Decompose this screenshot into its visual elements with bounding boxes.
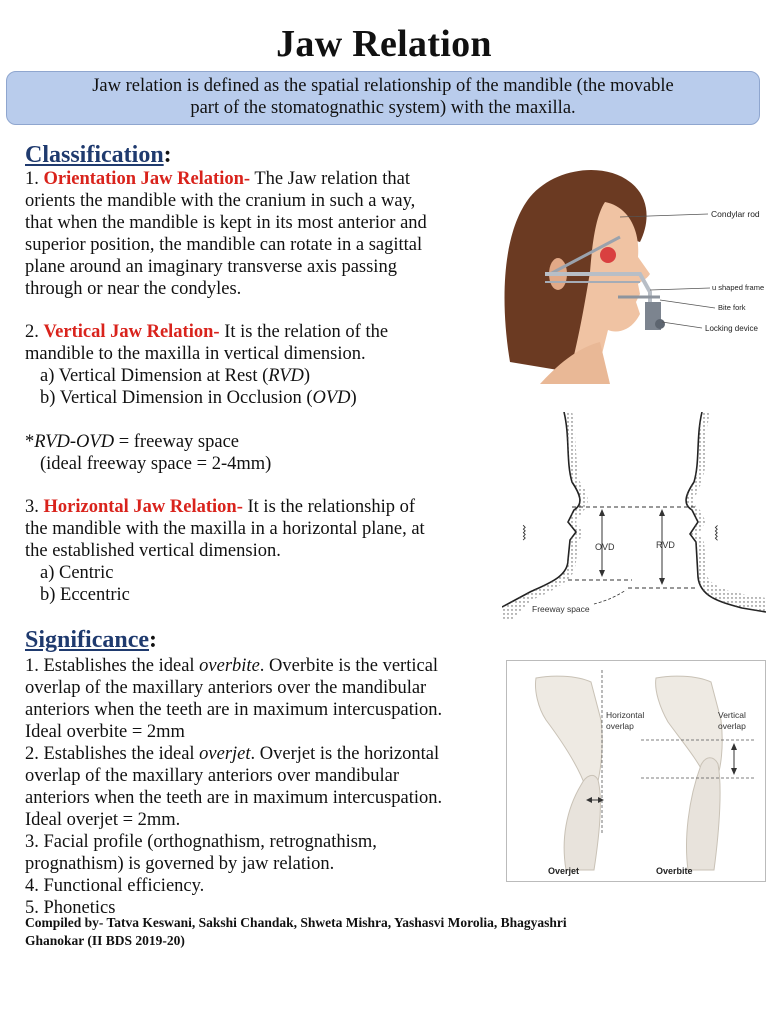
text-line: orients the mandible with the cranium in such a way, xyxy=(25,191,416,211)
formula-line xyxy=(25,431,388,453)
text-line: . Overjet is the horizontal xyxy=(250,744,440,764)
text-line: The Jaw relation that xyxy=(250,169,411,189)
rvd-label: RVD xyxy=(656,540,675,550)
freeway-label: Freeway space xyxy=(532,604,590,614)
text-line: 5. Phonetics xyxy=(25,898,116,918)
classification-heading-text: Classification xyxy=(25,142,164,168)
item-number: 3. xyxy=(25,497,44,517)
heading-colon: : xyxy=(163,142,172,168)
orientation-label: Orientation Jaw Relation- xyxy=(43,169,251,189)
overjet-term: overjet xyxy=(199,744,251,764)
significance-heading xyxy=(25,627,157,654)
paren: ) xyxy=(350,388,357,408)
ovd-abbr: OVD xyxy=(312,388,351,408)
page-title: Jaw Relation xyxy=(276,23,492,65)
text-line: 3. Facial profile (orthognathism, retrognathism, xyxy=(25,832,377,852)
text-line: the mandible with the maxilla in a horizontal plane, at xyxy=(25,519,425,539)
text-line: 1. Establishes the ideal xyxy=(25,656,200,676)
vertical-label: Vertical Jaw Relation- xyxy=(43,322,220,342)
sub-item-ovd xyxy=(25,387,388,409)
asterisk: * xyxy=(25,432,35,452)
horizontal-label-2: overlap xyxy=(606,721,634,731)
sub-item-text: a) Vertical Dimension at Rest ( xyxy=(40,366,269,386)
definition-box xyxy=(6,71,760,125)
sub-item-eccentric: b) Eccentric xyxy=(40,585,130,605)
orientation-section xyxy=(25,168,427,300)
lock-knob xyxy=(655,319,665,329)
text-line: Ideal overjet = 2mm. xyxy=(25,810,181,830)
horizontal-section xyxy=(25,496,425,606)
text-line: mandible to the maxilla in vertical dimension. xyxy=(25,344,366,364)
text-line: It is the relationship of xyxy=(242,497,415,517)
facebow-figure xyxy=(500,162,766,384)
horizontal-label: Horizontal Jaw Relation- xyxy=(43,497,243,517)
text-line: overlap of the maxillary anteriors over the mandibular xyxy=(25,678,427,698)
item-number: 2. xyxy=(25,322,44,342)
ovd-label: OVD xyxy=(595,542,615,552)
sub-item-centric: a) Centric xyxy=(40,563,114,583)
vertical-label-2: overlap xyxy=(718,721,746,731)
label-locking-device: Locking device xyxy=(705,324,758,333)
vertical-dimension-figure xyxy=(502,412,766,620)
sub-item-text: b) Vertical Dimension in Occlusion ( xyxy=(40,388,313,408)
text-line: the established vertical dimension. xyxy=(25,541,281,561)
text-line: anteriors when the teeth are in maximum intercuspation. xyxy=(25,700,443,720)
vertical-label-1: Vertical xyxy=(718,710,746,720)
text-line: through or near the condyles. xyxy=(25,279,242,299)
classification-heading xyxy=(25,142,172,169)
text-line: It is the relation of the xyxy=(219,322,389,342)
credits-line: Compiled by- Tatva Keswani, Sakshi Chandak, Shweta Mishra, Yashasvi Morolia, Bhagyashri xyxy=(25,915,567,930)
ideal-freeway: (ideal freeway space = 2-4mm) xyxy=(40,454,272,474)
label-condylar-rod: Condylar rod xyxy=(711,209,760,219)
credits-line: Ghanokar (II BDS 2019-20) xyxy=(25,933,185,948)
text-line: overlap of the maxillary anteriors over mandibular xyxy=(25,766,399,786)
lips-closed-icon: ⧘ xyxy=(522,520,527,545)
overbite-caption: Overbite xyxy=(656,866,693,876)
credits xyxy=(25,914,745,950)
text-line: 4. Functional efficiency. xyxy=(25,876,205,896)
rvd-abbr: RVD xyxy=(268,366,304,386)
overbite-term: overbite xyxy=(199,656,260,676)
text-line: that when the mandible is kept in its most anterior and xyxy=(25,213,427,233)
label-u-frame: u shaped frame xyxy=(712,283,765,292)
definition-line: part of the stomatognathic system) with the maxilla. xyxy=(190,98,576,118)
text-line: 2. Establishes the ideal xyxy=(25,744,200,764)
nasion-pointer xyxy=(600,247,616,263)
text-line: . Overbite is the vertical xyxy=(259,656,439,676)
text-line: anteriors when the teeth are in maximum intercuspation. xyxy=(25,788,443,808)
sub-item-rvd xyxy=(25,365,388,387)
formula-expr: RVD-OVD xyxy=(34,432,115,452)
significance-list xyxy=(25,655,442,919)
paren: ) xyxy=(303,366,311,386)
definition-line: Jaw relation is defined as the spatial relationship of the mandible (the movable xyxy=(92,76,674,96)
text-line: Ideal overbite = 2mm xyxy=(25,722,185,742)
text-line: plane around an imaginary transverse axis passing xyxy=(25,257,397,277)
significance-heading-text: Significance xyxy=(25,627,149,653)
label-bite-fork: Bite fork xyxy=(718,303,746,312)
formula-rest: = freeway space xyxy=(114,432,240,452)
horizontal-label-1: Horizontal xyxy=(606,710,645,720)
overjet-overbite-figure xyxy=(506,660,766,882)
lips-open-icon: ⧙ xyxy=(714,520,719,545)
overjet-caption: Overjet xyxy=(548,866,580,876)
text-line: superior position, the mandible can rotate in a sagittal xyxy=(25,235,423,255)
item-number: 1. xyxy=(25,169,44,189)
text-line: prognathism) is governed by jaw relation. xyxy=(25,854,335,874)
vertical-section xyxy=(25,321,388,475)
heading-colon: : xyxy=(149,627,157,653)
